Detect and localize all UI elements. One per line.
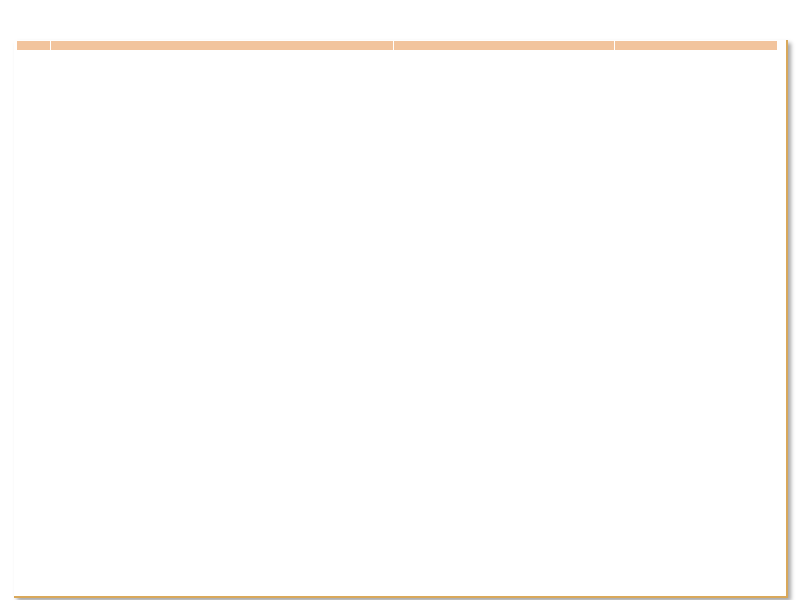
events-table	[16, 40, 778, 51]
column-header-form	[51, 41, 394, 51]
column-header-term	[615, 41, 778, 51]
table-frame	[14, 40, 788, 598]
column-header-name	[394, 41, 615, 51]
column-header-num	[17, 41, 51, 51]
table-header-row	[17, 41, 778, 51]
